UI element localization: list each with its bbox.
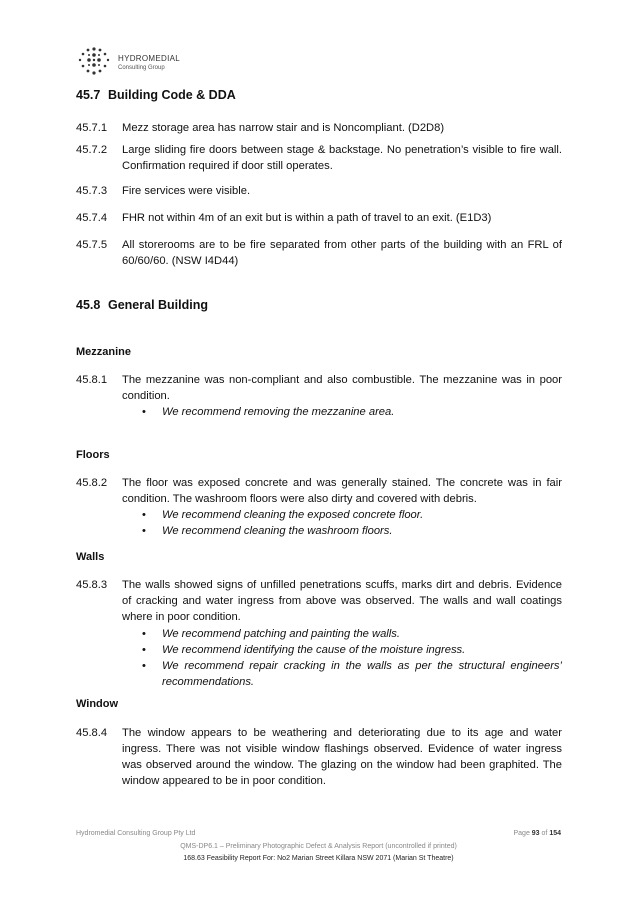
footer-report-title: 168.63 Feasibility Report For: No2 Marian Street Killara NSW 2071 (Marian St Theatre) — [183, 855, 454, 862]
logo-subtitle: Consulting Group — [118, 65, 165, 71]
company-logo — [76, 46, 226, 78]
section-number: 45.8 — [76, 298, 101, 312]
item-45-8-4 — [76, 725, 562, 789]
logo-name: HYDROMEDIAL — [118, 54, 180, 63]
item-45-7-1 — [76, 120, 562, 136]
item-text: All storerooms are to be fire separated from other parts of the building with an FRL of 60/60/60. (NSW I4D44) — [122, 239, 562, 267]
page-of-label: of — [539, 830, 550, 837]
item-45-7-2 — [76, 142, 562, 174]
item-text: The mezzanine was non-compliant and also combustible. The mezzanine was in poor condition. — [122, 374, 562, 402]
item-number: 45.7.5 — [76, 239, 108, 251]
item-45-7-3 — [76, 183, 562, 199]
footer-page-number — [513, 830, 561, 837]
section-title: General Building — [108, 298, 209, 312]
item-number: 45.7.3 — [76, 185, 108, 197]
recommendation-item: • We recommend identifying the cause of the moisture ingress. — [122, 642, 562, 658]
item-45-8-2 — [76, 475, 562, 507]
mezzanine-recommendations — [122, 404, 562, 420]
item-45-7-4 — [76, 210, 562, 226]
walls-recommendations — [122, 626, 562, 690]
item-text: The walls showed signs of unfilled penetrations scuffs, marks dirt and debris. Evidence of cracking and water ingress from above was observed. The walls and wall coatings where in poor condition. — [122, 579, 562, 623]
logo-dots-icon — [76, 46, 114, 76]
item-45-7-5 — [76, 237, 562, 269]
current-page: 93 — [531, 830, 540, 837]
total-pages: 154 — [549, 830, 561, 837]
item-45-8-1 — [76, 372, 562, 404]
item-number: 45.8.1 — [76, 374, 108, 386]
recommendation-item: • We recommend repair cracking in the walls as per the structural engineers’ recommendations. — [122, 658, 562, 690]
item-number: 45.7.4 — [76, 212, 108, 224]
item-number: 45.7.2 — [76, 144, 108, 156]
recommendation-item: • We recommend cleaning the exposed concrete floor. — [122, 507, 562, 523]
item-number: 45.7.1 — [76, 122, 108, 134]
item-text: Fire services were visible. — [122, 185, 251, 197]
recommendation-item: • We recommend cleaning the washroom floors. — [122, 523, 562, 539]
window-heading: Window — [76, 698, 119, 710]
floors-heading: Floors — [76, 449, 110, 461]
walls-heading: Walls — [76, 551, 105, 563]
item-text: FHR not within 4m of an exit but is within a path of travel to an exit. (E1D3) — [122, 212, 492, 224]
item-number: 45.8.3 — [76, 579, 108, 591]
item-text: Large sliding fire doors between stage & backstage. No penetration’s visible to fire wall. Confirmation required if door still operates. — [122, 144, 562, 172]
item-text: The window appears to be weathering and deteriorating due to its age and water ingress. There was not visible window flashings observed. Evidence of water ingress was observed around the window. The glazing on the window had been graphited. The window appeared to be in poor condition. — [122, 727, 562, 787]
item-number: 45.8.4 — [76, 727, 108, 739]
section-45-7-heading — [76, 88, 236, 102]
page-label: Page — [513, 830, 532, 837]
item-number: 45.8.2 — [76, 477, 108, 489]
item-text: Mezz storage area has narrow stair and is Noncompliant. (D2D8) — [122, 122, 445, 134]
recommendation-item: • We recommend patching and painting the walls. — [122, 626, 562, 642]
floors-recommendations — [122, 507, 562, 539]
mezzanine-heading: Mezzanine — [76, 346, 132, 358]
item-text: The floor was exposed concrete and was generally stained. The concrete was in fair condition. The washroom floors were also dirty and covered with debris. — [122, 477, 562, 505]
recommendation-item: • We recommend removing the mezzanine area. — [122, 404, 562, 420]
item-45-8-3 — [76, 577, 562, 625]
footer-document-id: QMS-DP6.1 – Preliminary Photographic Defect & Analysis Report (uncontrolled if printed) — [180, 843, 457, 850]
section-number: 45.7 — [76, 88, 101, 102]
section-title: Building Code & DDA — [108, 88, 236, 102]
footer-company: Hydromedial Consulting Group Pty Ltd — [76, 830, 196, 837]
section-45-8-heading — [76, 298, 208, 312]
